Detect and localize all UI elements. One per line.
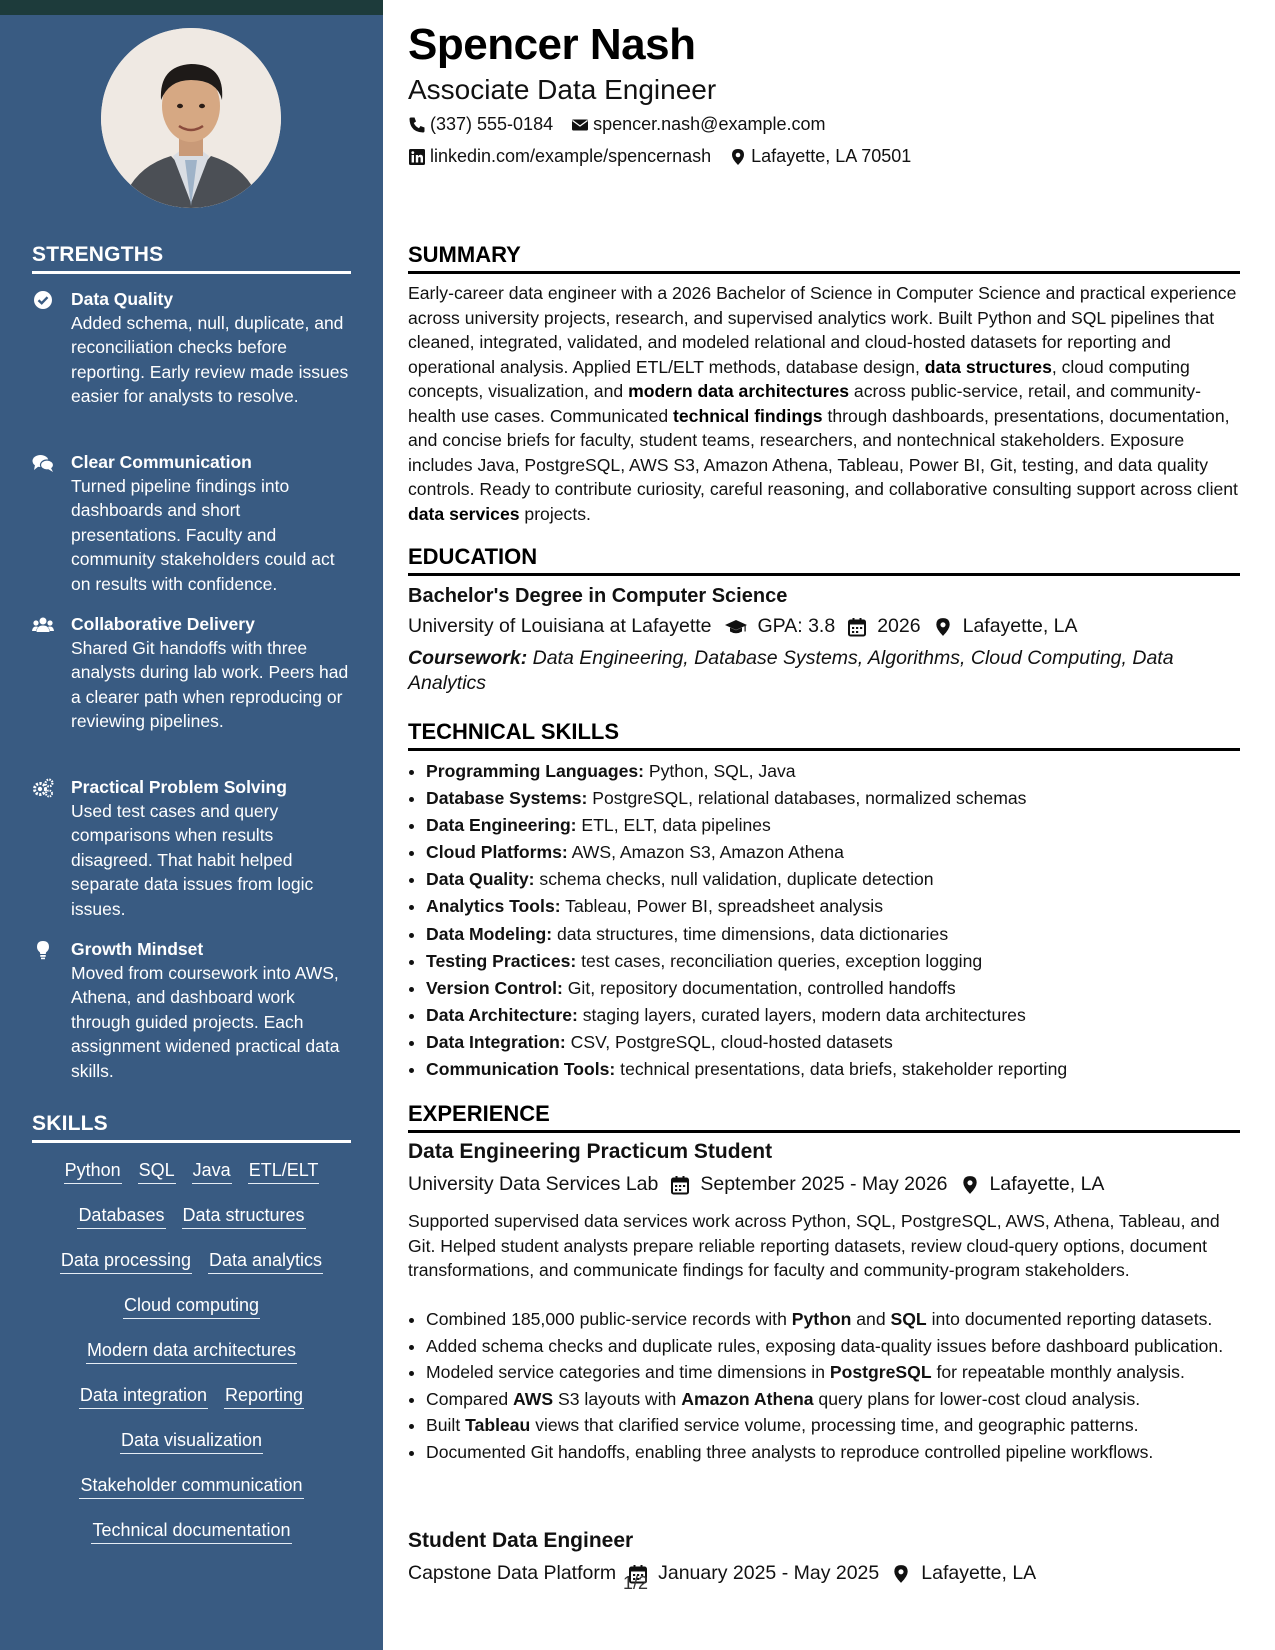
skill-chip: Data visualization xyxy=(120,1428,263,1454)
list-item: • Data Quality: schema checks, null validation, duplicate detection xyxy=(426,866,1240,893)
gears-icon xyxy=(32,778,54,798)
skill-chip: Data integration xyxy=(79,1383,208,1409)
profile-photo-illustration xyxy=(101,28,281,208)
sidebar xyxy=(0,0,383,1650)
job-meta xyxy=(408,1562,1036,1585)
list-item: • Built Tableau views that clarified service volume, processing time, and geographic patterns. xyxy=(426,1413,1240,1438)
contact-row-1 xyxy=(408,114,826,135)
contact-location: Lafayette, LA 70501 xyxy=(751,146,912,166)
strength-description: Turned pipeline findings into dashboards and short presentations. Faculty and community stakeholders could act on results with confidence. xyxy=(71,476,335,594)
summary-text: Early-career data engineer with a 2026 Bachelor of Science in Computer Science and practical experience across university projects, research, and supervised analytics work. Built Python and SQL pipelines that cleaned, integrated, validated, and modeled relational and cloud-hosted datasets for reporting and operational analysis. Applied ETL/ELT methods, database design, data structures, cloud computing concepts, visualization, and modern data architectures across public-service, retail, and community-health use cases. Communicated technical findings through dashboards, presentations, documentation, and concise briefs for faculty, student teams, researchers, and nontechnical stakeholders. Exposure includes Java, PostgreSQL, AWS S3, Amazon Athena, Tableau, Power BI, Git, testing, and data quality controls. Ready to contribute curiosity, careful reasoning, and collaborative consulting support across client data services projects. xyxy=(408,283,1238,524)
users-icon xyxy=(32,615,54,635)
education-heading: EDUCATION xyxy=(408,544,1240,576)
list-item: • Cloud Platforms: AWS, Amazon S3, Amazon Athena xyxy=(426,839,1240,866)
skills-chip-row xyxy=(32,1203,351,1248)
skills-chip-row xyxy=(32,1473,351,1518)
skill-chip: Cloud computing xyxy=(123,1293,260,1319)
strength-description: Added schema, null, duplicate, and reconciliation checks before reporting. Early review made issues easier for analysts to resolve. xyxy=(71,313,349,407)
envelope-icon xyxy=(571,116,589,134)
list-item: • Version Control: Git, repository documentation, controlled handoffs xyxy=(426,975,1240,1002)
list-item: • Data Engineering: ETL, ELT, data pipelines xyxy=(426,812,1240,839)
skill-chip: Python xyxy=(64,1158,122,1184)
strength-growth-mindset xyxy=(32,937,352,1083)
list-item: • Combined 185,000 public-service records with Python and SQL into documented reporting datasets. xyxy=(426,1307,1240,1332)
list-item: • Documented Git handoffs, enabling three analysts to reproduce controlled pipeline workflows. xyxy=(426,1440,1240,1465)
list-item: • Compared AWS S3 layouts with Amazon Athena query plans for lower-cost cloud analysis. xyxy=(426,1387,1240,1412)
job-dates: September 2025 - May 2026 xyxy=(700,1173,948,1195)
candidate-role: Associate Data Engineer xyxy=(408,74,717,105)
list-item: • Analytics Tools: Tableau, Power BI, spreadsheet analysis xyxy=(426,893,1240,920)
contact-row-2 xyxy=(408,146,911,167)
strength-title: Growth Mindset xyxy=(71,939,204,959)
education-meta xyxy=(408,615,1078,638)
skill-chip: Technical documentation xyxy=(91,1518,291,1544)
skills-chip-row xyxy=(32,1383,351,1428)
job-title: Data Engineering Practicum Student xyxy=(408,1140,773,1163)
degree-title: Bachelor's Degree in Computer Science xyxy=(408,585,788,607)
strength-description: Used test cases and query comparisons when results disagreed. That habit helped separate data issues from logic issues. xyxy=(71,801,314,919)
phone-icon xyxy=(408,116,426,134)
technical-skills-heading: TECHNICAL SKILLS xyxy=(408,719,1240,751)
school-name: University of Louisiana at Lafayette xyxy=(408,615,712,637)
calendar-icon xyxy=(847,617,867,637)
education-location: Lafayette, LA xyxy=(962,615,1078,637)
job-meta xyxy=(408,1173,1104,1196)
skill-chip: Java xyxy=(192,1158,232,1184)
map-pin-icon xyxy=(891,1564,911,1584)
strength-description: Moved from coursework into AWS, Athena, and dashboard work through guided projects. Each assignment widened practical data skills. xyxy=(71,963,340,1081)
strength-data-quality xyxy=(32,287,352,409)
job-location: Lafayette, LA xyxy=(989,1173,1105,1195)
skill-chip: Data processing xyxy=(60,1248,192,1274)
skills-chip-row xyxy=(32,1338,351,1383)
job-bullets xyxy=(426,1307,1240,1467)
profile-photo xyxy=(101,28,281,208)
list-item: • Programming Languages: Python, SQL, Java xyxy=(426,758,1240,785)
gpa: GPA: 3.8 xyxy=(757,615,836,637)
candidate-name: Spencer Nash xyxy=(408,20,696,69)
map-pin-icon xyxy=(933,617,953,637)
job-org: Capstone Data Platform xyxy=(408,1562,617,1584)
experience-heading: EXPERIENCE xyxy=(408,1101,1240,1133)
list-item: • Testing Practices: test cases, reconciliation queries, exception logging xyxy=(426,948,1240,975)
email-link[interactable]: spencer.nash@example.com xyxy=(593,114,826,134)
strength-clear-communication xyxy=(32,450,352,596)
calendar-icon xyxy=(670,1175,690,1195)
skills-chip-row xyxy=(32,1293,351,1338)
skill-chip: ETL/ELT xyxy=(248,1158,320,1184)
graduation-cap-icon xyxy=(724,617,748,637)
job-location: Lafayette, LA xyxy=(921,1562,1037,1584)
job-title: Student Data Engineer xyxy=(408,1529,634,1552)
skill-chip: Data structures xyxy=(182,1203,306,1229)
strength-practical-problem-solving xyxy=(32,775,352,921)
graduation-year: 2026 xyxy=(877,615,921,637)
list-item: • Modeled service categories and time dimensions in PostgreSQL for repeatable monthly analysis. xyxy=(426,1360,1240,1385)
skill-chip: SQL xyxy=(138,1158,176,1184)
job-summary: Supported supervised data services work across Python, SQL, PostgreSQL, AWS, Athena, Tableau, and Git. Helped student analysts prepare reliable reporting datasets, review cloud-query options, document transformations, and communicate findings for faculty and community-program stakeholders. xyxy=(408,1211,1220,1280)
linkedin-link[interactable]: linkedin.com/example/spencernash xyxy=(430,146,712,166)
lightbulb-icon xyxy=(32,940,54,960)
chat-bubbles-icon xyxy=(32,453,54,473)
job-org: University Data Services Lab xyxy=(408,1173,659,1195)
skills-chip-list xyxy=(32,1158,351,1563)
strength-collaborative-delivery xyxy=(32,612,352,734)
strength-description: Shared Git handoffs with three analysts during lab work. Peers had a clearer path when reproducing or reviewing pipelines. xyxy=(71,638,349,732)
strength-title: Data Quality xyxy=(71,289,174,309)
map-pin-icon xyxy=(960,1175,980,1195)
list-item: • Data Architecture: staging layers, curated layers, modern data architectures xyxy=(426,1002,1240,1029)
map-pin-icon xyxy=(729,148,747,166)
strength-title: Practical Problem Solving xyxy=(71,777,287,797)
skills-chip-row xyxy=(32,1518,351,1563)
skills-chip-row xyxy=(32,1428,351,1473)
summary-heading: SUMMARY xyxy=(408,242,1240,274)
strengths-heading: STRENGTHS xyxy=(32,243,351,274)
skill-chip: Modern data architectures xyxy=(86,1338,297,1364)
check-circle-icon xyxy=(32,290,54,310)
list-item: • Communication Tools: technical presentations, data briefs, stakeholder reporting xyxy=(426,1056,1240,1083)
skills-chip-row xyxy=(32,1158,351,1203)
list-item: • Added schema checks and duplicate rules, exposing data-quality issues before dashboard publication. xyxy=(426,1334,1240,1359)
skills-heading: SKILLS xyxy=(32,1112,351,1143)
strength-title: Collaborative Delivery xyxy=(71,614,255,634)
list-item: • Data Modeling: data structures, time dimensions, data dictionaries xyxy=(426,921,1240,948)
list-item: • Data Integration: CSV, PostgreSQL, cloud-hosted datasets xyxy=(426,1029,1240,1056)
list-item: • Database Systems: PostgreSQL, relational databases, normalized schemas xyxy=(426,785,1240,812)
job-dates: January 2025 - May 2025 xyxy=(658,1562,880,1584)
page-number: 1/2 xyxy=(623,1573,649,1593)
linkedin-icon xyxy=(408,148,426,166)
strength-title: Clear Communication xyxy=(71,452,252,472)
sidebar-top-bar xyxy=(0,0,383,15)
skills-chip-row xyxy=(32,1248,351,1293)
coursework: Coursework: Data Engineering, Database Systems, Algorithms, Cloud Computing, Data Analytics xyxy=(408,647,1174,694)
technical-skills-list xyxy=(426,758,1240,1083)
skill-chip: Databases xyxy=(77,1203,165,1229)
phone-number[interactable]: (337) 555-0184 xyxy=(430,114,554,134)
skill-chip: Data analytics xyxy=(208,1248,323,1274)
skill-chip: Stakeholder communication xyxy=(79,1473,303,1499)
skill-chip: Reporting xyxy=(224,1383,304,1409)
